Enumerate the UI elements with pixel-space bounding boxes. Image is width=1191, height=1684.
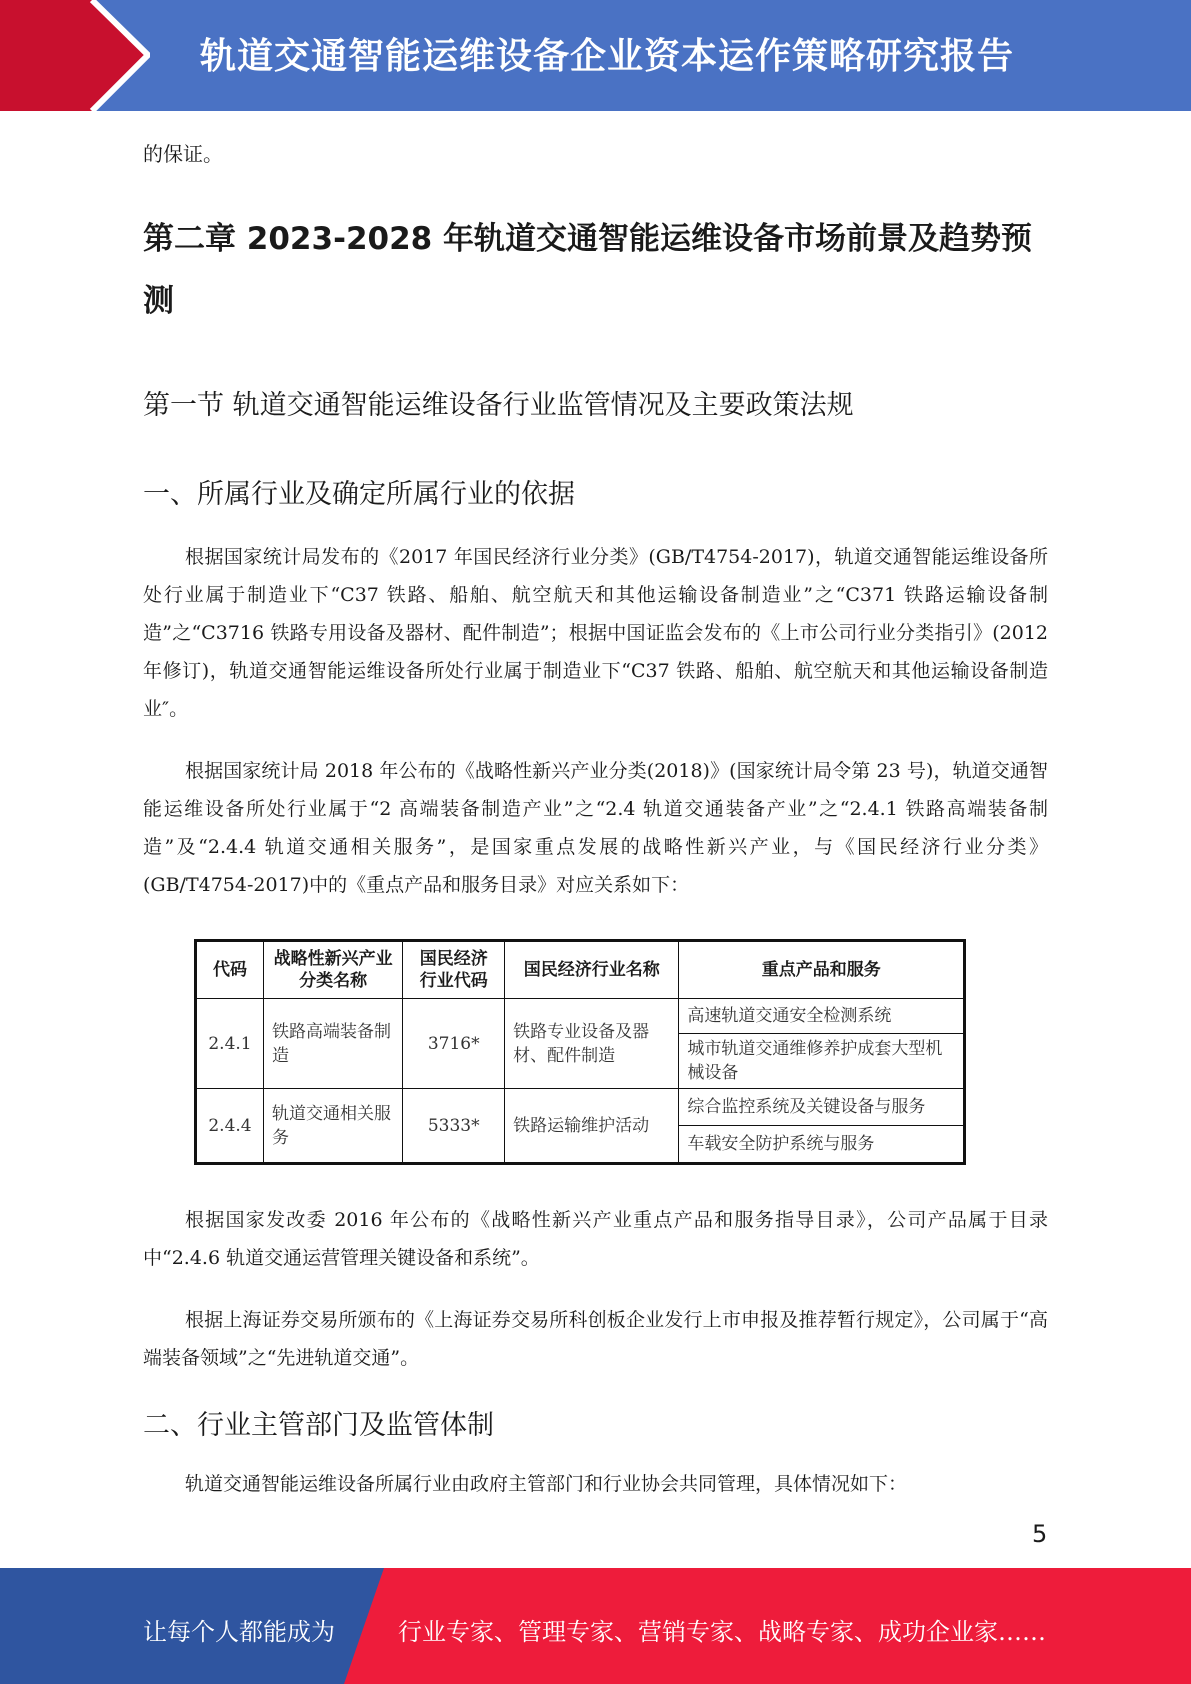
header-title: 轨道交通智能运维设备企业资本运作策略研究报告 — [200, 36, 1015, 77]
subsection-title: 一、所属行业及确定所属行业的依据 — [143, 479, 575, 510]
header-chevron-icon — [0, 0, 150, 111]
page-number: 5 — [1032, 1520, 1048, 1548]
table-cell-product: 高速轨道交通安全检测系统 — [679, 999, 965, 1034]
table-header: 国民经济行业名称 — [505, 941, 679, 999]
table-cell-name: 轨道交通相关服务 — [263, 1089, 402, 1164]
table-header: 战略性新兴产业分类名称 — [263, 941, 402, 999]
table-header: 国民经济行业代码 — [403, 941, 505, 999]
page-header — [0, 0, 1191, 111]
section-title: 第一节 轨道交通智能运维设备行业监管情况及主要政策法规 — [143, 390, 854, 421]
footer-slogan-left: 让每个人都能成为 — [143, 1618, 335, 1646]
paragraph: 根据国家发改委 2016 年公布的《战略性新兴产业重点产品和服务指导目录》，公司产品属于目录中“2.4.6 轨道交通运营管理关键设备和系统”。 — [143, 1209, 1048, 1269]
footer-slogan-right: 行业专家、管理专家、营销专家、战略专家、成功企业家…… — [398, 1618, 1046, 1646]
page-footer — [0, 1568, 1191, 1684]
table-row — [196, 1089, 965, 1126]
industry-table — [194, 939, 966, 1165]
table-header: 重点产品和服务 — [679, 941, 965, 999]
table-cell-industry-name: 铁路专业设备及器材、配件制造 — [505, 999, 679, 1089]
table-cell-industry-code: 5333* — [403, 1089, 505, 1164]
paragraph: 根据国家统计局发布的《2017 年国民经济行业分类》(GB/T4754-2017)，轨道交通智能运维设备所处行业属于制造业下“C37 铁路、船舶、航空航天和其他运输设备制造业”之“C371 铁路运输设备制造”之“C3716 铁路专用设备及器材、配件制造”；根据中国证监会发布的《上市公司行业分类指引》(2012 年修订)，轨道交通智能运维设备所处行业属于制造业下“C37 铁路、船舶、航空航天和其他运输设备制造业″。 — [143, 546, 1048, 720]
table-row — [196, 999, 965, 1034]
table-cell-code: 2.4.1 — [196, 999, 264, 1089]
table-cell-name: 铁路高端装备制造 — [263, 999, 402, 1089]
table-header: 代码 — [196, 941, 264, 999]
paragraph: 根据上海证券交易所颁布的《上海证券交易所科创板企业发行上市申报及推荐暂行规定》，公司属于“高端装备领域”之“先进轨道交通”。 — [143, 1309, 1048, 1369]
lead-text: 的保证。 — [143, 142, 223, 166]
table-header-row — [196, 941, 965, 999]
table-cell-code: 2.4.4 — [196, 1089, 264, 1164]
chapter-title: 第二章 2023-2028 年轨道交通智能运维设备市场前景及趋势预测 — [143, 221, 1033, 319]
table-cell-product: 城市轨道交通维修养护成套大型机械设备 — [679, 1034, 965, 1089]
table-cell-product: 综合监控系统及关键设备与服务 — [679, 1089, 965, 1126]
paragraph: 轨道交通智能运维设备所属行业由政府主管部门和行业协会共同管理，具体情况如下： — [185, 1473, 908, 1495]
subsection-title: 二、行业主管部门及监管体制 — [143, 1410, 494, 1441]
table-cell-industry-code: 3716* — [403, 999, 505, 1089]
table-cell-product: 车载安全防护系统与服务 — [679, 1126, 965, 1164]
table-cell-industry-name: 铁路运输维护活动 — [505, 1089, 679, 1164]
paragraph: 根据国家统计局 2018 年公布的《战略性新兴产业分类(2018)》(国家统计局令第 23 号)，轨道交通智能运维设备所处行业属于“2 高端装备制造产业”之“2.4 轨道交通装备产业”之“2.4.1 铁路高端装备制造”及“2.4.4 轨道交通相关服务”，是国家重点发展的战略性新兴产业，与《国民经济行业分类》(GB/T4754-2017)中的《重点产品和服务目录》对应关系如下： — [143, 760, 1048, 896]
